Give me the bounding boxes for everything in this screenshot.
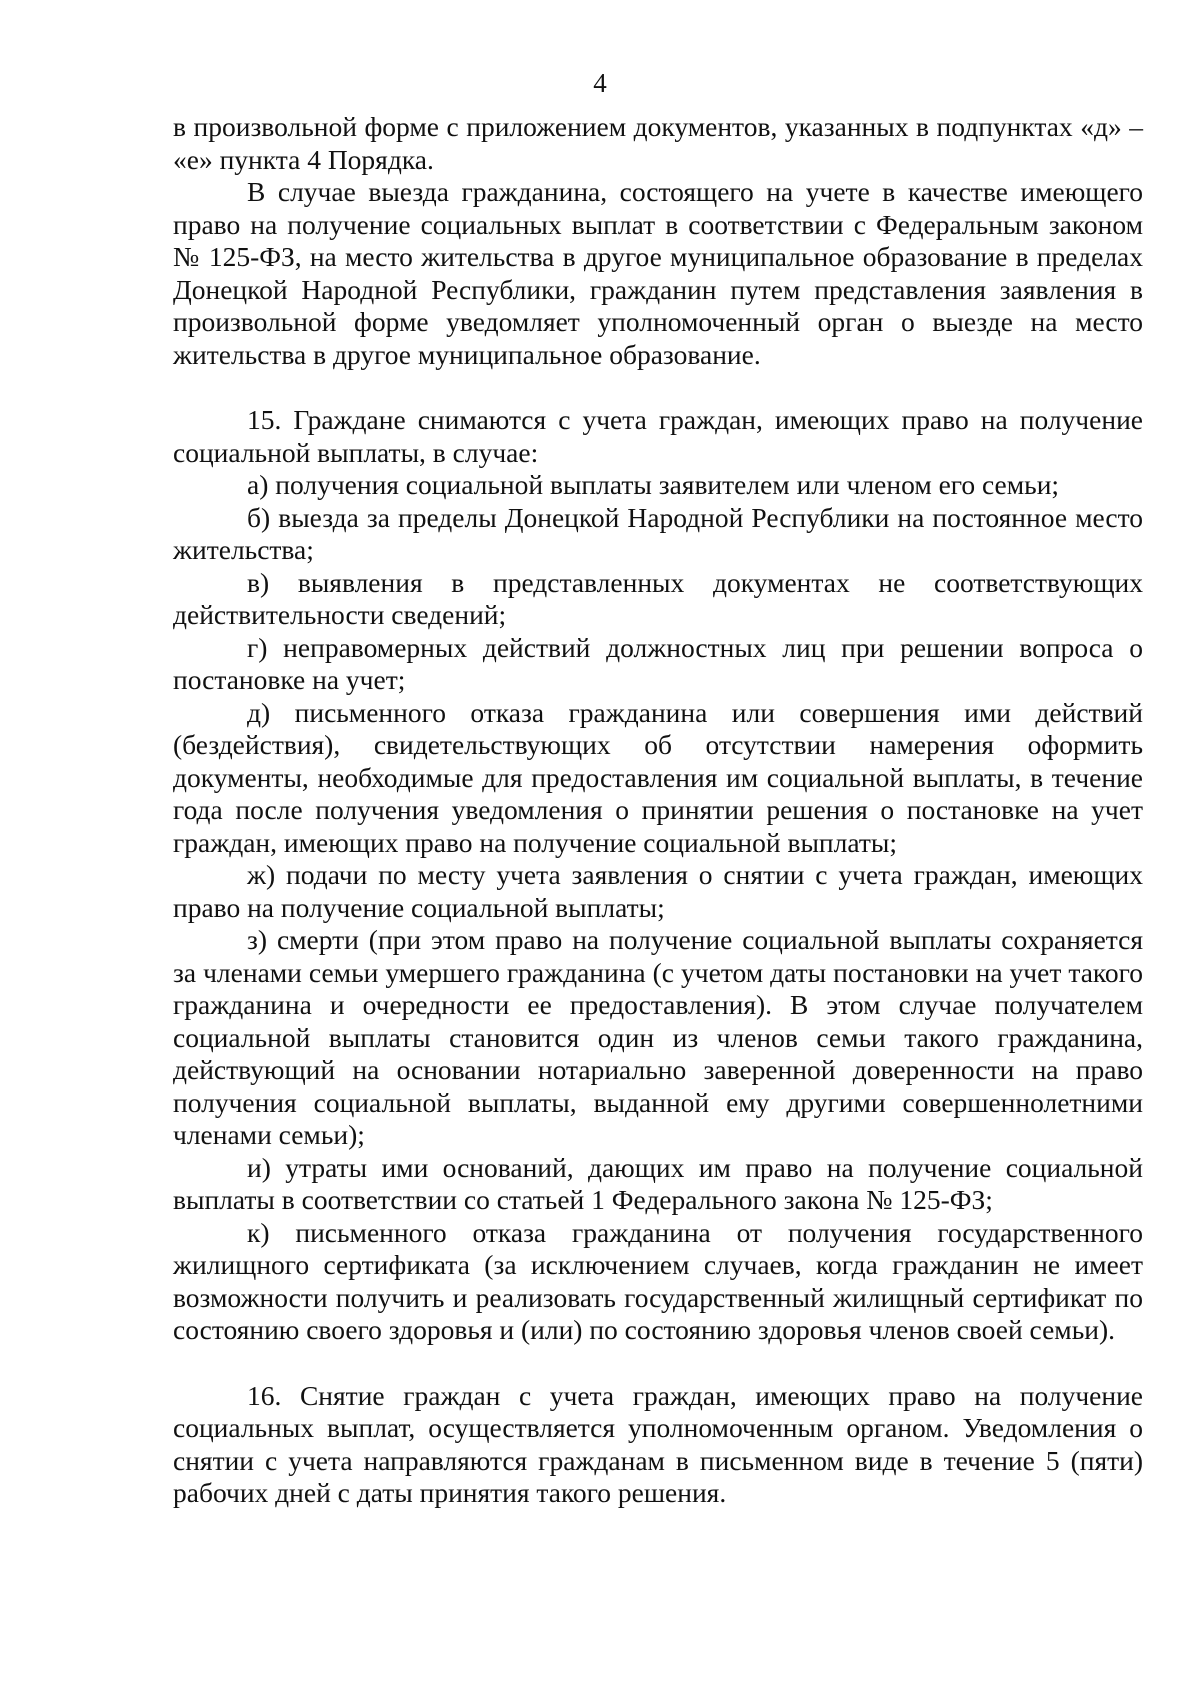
paragraph-relocation-notice: В случае выезда гражданина, состоящего на учете в качестве имеющего право на получение социальных выплат в соответствии с Федеральным законом № 125-ФЗ, на место жительства в другое муниципальное образование в пределах Донецкой Народной Республики, гражданин путем представления заявления в произвольной форме уведомляет уполномоченный орган о выезде на место жительства в другое муниципальное образование. <box>173 176 1143 370</box>
list-item-k: к) письменного отказа гражданина от получения государственного жилищного сертификата (за исключением случаев, когда гражданин не имеет возможности получить и реализовать государственный жилищный сертификат по состоянию своего здоровья и (или) по состоянию здоровья членов своей семьи). <box>173 1216 1143 1345</box>
paragraph-section-15: 15. Граждане снимаются с учета граждан, имеющих право на получение социальной выплаты, в случае: <box>173 404 1143 468</box>
list-item-i: и) утраты ими оснований, дающих им право на получение социальной выплаты в соответствии со статьей 1 Федерального закона № 125-ФЗ; <box>173 1151 1143 1215</box>
paragraph-spacer <box>173 1347 1143 1380</box>
list-item-z: з) смерти (при этом право на получение социальной выплаты сохраняется за членами семьи умершего гражданина (с учетом даты постановки на учет такого гражданина и очередности ее предоставления). В этом случае получателем социальной выплаты становится один из членов семьи такого гражданина, действующий на основании нотариально заверенной доверенности на право получения социальной выплаты, выданной ему другими совершеннолетними членами семьи); <box>173 924 1143 1150</box>
list-item-v: в) выявления в представленных документах не соответствующих действительности сведений; <box>173 566 1143 630</box>
list-item-a: а) получения социальной выплаты заявителем или членом его семьи; <box>247 469 1060 500</box>
list-item-zh: ж) подачи по месту учета заявления о снятии с учета граждан, имеющих право на получение социальной выплаты; <box>173 859 1143 923</box>
paragraph-spacer <box>173 371 1143 404</box>
document-body <box>173 111 1143 1510</box>
page-number: 4 <box>593 68 607 98</box>
paragraph-continuation: в произвольной форме с приложением документов, указанных в подпунктах «д» – «е» пункта 4 Порядка. <box>173 111 1143 175</box>
list-item-d: д) письменного отказа гражданина или совершения ими действий (бездействия), свидетельствующих об отсутствии намерения оформить документы, необходимые для предоставления им социальной выплаты, в течение года после получения уведомления о принятии решения о постановке на учет граждан, имеющих право на получение социальной выплаты; <box>173 696 1143 858</box>
list-item-g: г) неправомерных действий должностных лиц при решении вопроса о постановке на учет; <box>173 631 1143 695</box>
paragraph-section-16: 16. Снятие граждан с учета граждан, имеющих право на получение социальных выплат, осуществляется уполномоченным органом. Уведомления о снятии с учета направляются гражданам в письменном виде в течение 5 (пяти) рабочих дней с даты принятия такого решения. <box>173 1379 1143 1508</box>
list-item-b: б) выезда за пределы Донецкой Народной Республики на постоянное место жительства; <box>173 501 1143 565</box>
